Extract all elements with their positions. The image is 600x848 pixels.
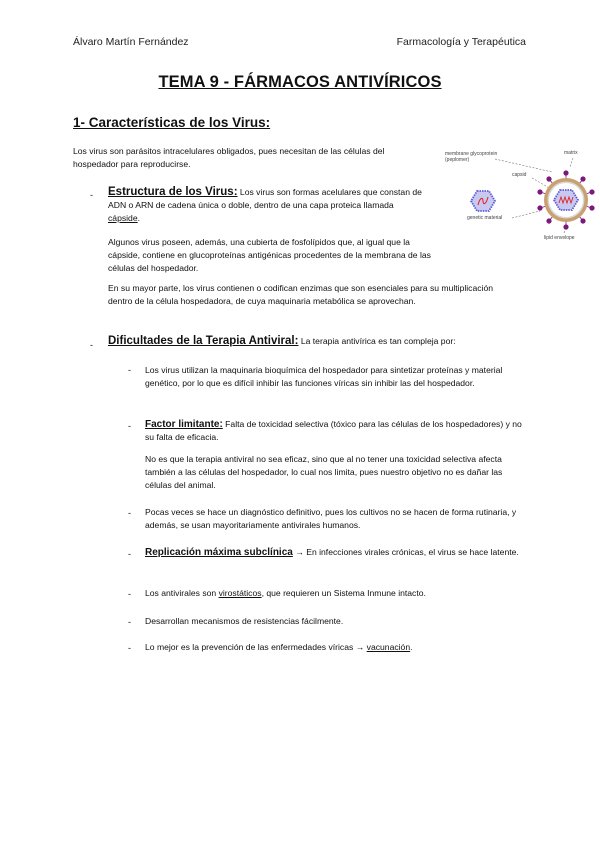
estructura-heading: Estructura de los Virus: bbox=[108, 186, 238, 198]
sub-bullet-dash: - bbox=[128, 589, 131, 599]
difficulty-item-virostaticos bbox=[145, 587, 530, 600]
term-virostaticos: virostáticos bbox=[218, 588, 262, 598]
virus-diagram bbox=[440, 145, 600, 250]
replicacion-text: → En infecciones virales crónicas, el virus se hace latente. bbox=[292, 547, 519, 557]
factor-limitante-heading: Factor limitante: bbox=[145, 419, 223, 430]
label-genetic-material: genetic material bbox=[467, 215, 503, 221]
sub-bullet-dash: - bbox=[128, 617, 131, 627]
estructura-para2: Algunos virus poseen, además, una cubierta de fosfolípidos que, al igual que la cápside, contiene en glucoproteínas antigénicas procedentes de la membrana de las células del hospedador. bbox=[108, 237, 431, 273]
sub-bullet-dash: - bbox=[128, 508, 131, 518]
sub-bullet-dash: - bbox=[128, 643, 131, 653]
estructura-end: . bbox=[137, 213, 141, 223]
difficulty-item-maquinaria: Los virus utilizan la maquinaria bioquímica del hospedador para sintetizar proteínas y material genético, por lo que es difícil inhibir las funciones víricas sin inhibir las del hospedador. bbox=[145, 365, 503, 388]
label-peplomer: membrane glycoprotein bbox=[445, 151, 498, 157]
difficulty-item-diagnostico: Pocas veces se hace un diagnóstico definitivo, pues los cultivos no se hacen de forma rutinaria, y además, se usan mayoritariamente antivirales humanos. bbox=[145, 507, 517, 530]
dificultades-heading: Dificultades de la Terapia Antiviral: bbox=[108, 335, 299, 347]
factor-limitante-para2: No es que la terapia antiviral no sea eficaz, sino que al no tener una toxicidad selectiva afecta también a las células del hospedador, lo cual nos limita, pues nuestro objetivo no es dañar las células del animal. bbox=[145, 454, 503, 490]
replicacion-heading: Replicación máxima subclínica bbox=[145, 547, 293, 558]
difficulty-item-resistencias: Desarrollan mecanismos de resistencias fácilmente. bbox=[145, 616, 344, 626]
header-author: Álvaro Martín Fernández bbox=[73, 36, 189, 48]
virostaticos-text: , que requieren un Sistema Inmune intacto. bbox=[261, 588, 426, 598]
difficulty-item-vacunacion bbox=[145, 641, 530, 654]
estructura-para3: En su mayor parte, los virus contienen o codifican enzimas que son esenciales para su multiplicación dentro de la célula hospedadora, de cuya maquinaria metabólica se aprovechan. bbox=[108, 283, 494, 306]
estructura-text: Los virus son formas acelulares que constan de ADN o ARN de cadena única o doble, dentro de una capa proteica llamada bbox=[108, 187, 422, 210]
label-lipid-envelope: lipid envelope bbox=[544, 235, 575, 241]
sub-bullet-dash: - bbox=[128, 549, 131, 559]
bullet-dash: - bbox=[90, 190, 93, 200]
term-capside: cápside bbox=[108, 213, 138, 223]
virostaticos-pre: Los antivirales son bbox=[145, 588, 219, 598]
vacunacion-pre: Lo mejor es la prevención de las enfermedades víricas → bbox=[145, 642, 367, 652]
page-title: TEMA 9 - FÁRMACOS ANTIVÍRICOS bbox=[158, 73, 442, 91]
difficulty-item-factor-limitante bbox=[145, 418, 530, 444]
label-matrix: matrix bbox=[564, 150, 578, 156]
sub-bullet-dash: - bbox=[128, 421, 131, 431]
term-vacunacion: vacunación bbox=[366, 642, 411, 652]
header-subject: Farmacología y Terapéutica bbox=[396, 36, 526, 48]
intro-paragraph: Los virus son parásitos intracelulares obligados, pues necesitan de las células del hospedador para reproducirse. bbox=[73, 146, 385, 169]
sub-bullet-dash: - bbox=[128, 365, 131, 375]
vacunacion-end: . bbox=[410, 642, 413, 652]
dificultades-item bbox=[108, 335, 548, 348]
factor-limitante-text: Falta de toxicidad selectiva (tóxico para las células de los hospedadores) y no su falta de eficacia. bbox=[145, 419, 522, 442]
label-capsid: capsid bbox=[512, 172, 527, 178]
label-peplomer-sub: (peplomer) bbox=[445, 157, 470, 163]
difficulty-item-replicacion bbox=[145, 546, 530, 559]
bullet-dash: - bbox=[90, 340, 93, 350]
section-heading: 1- Características de los Virus: bbox=[73, 115, 271, 130]
estructura-item bbox=[108, 186, 428, 225]
dificultades-text: La terapia antivírica es tan compleja por: bbox=[298, 336, 456, 346]
